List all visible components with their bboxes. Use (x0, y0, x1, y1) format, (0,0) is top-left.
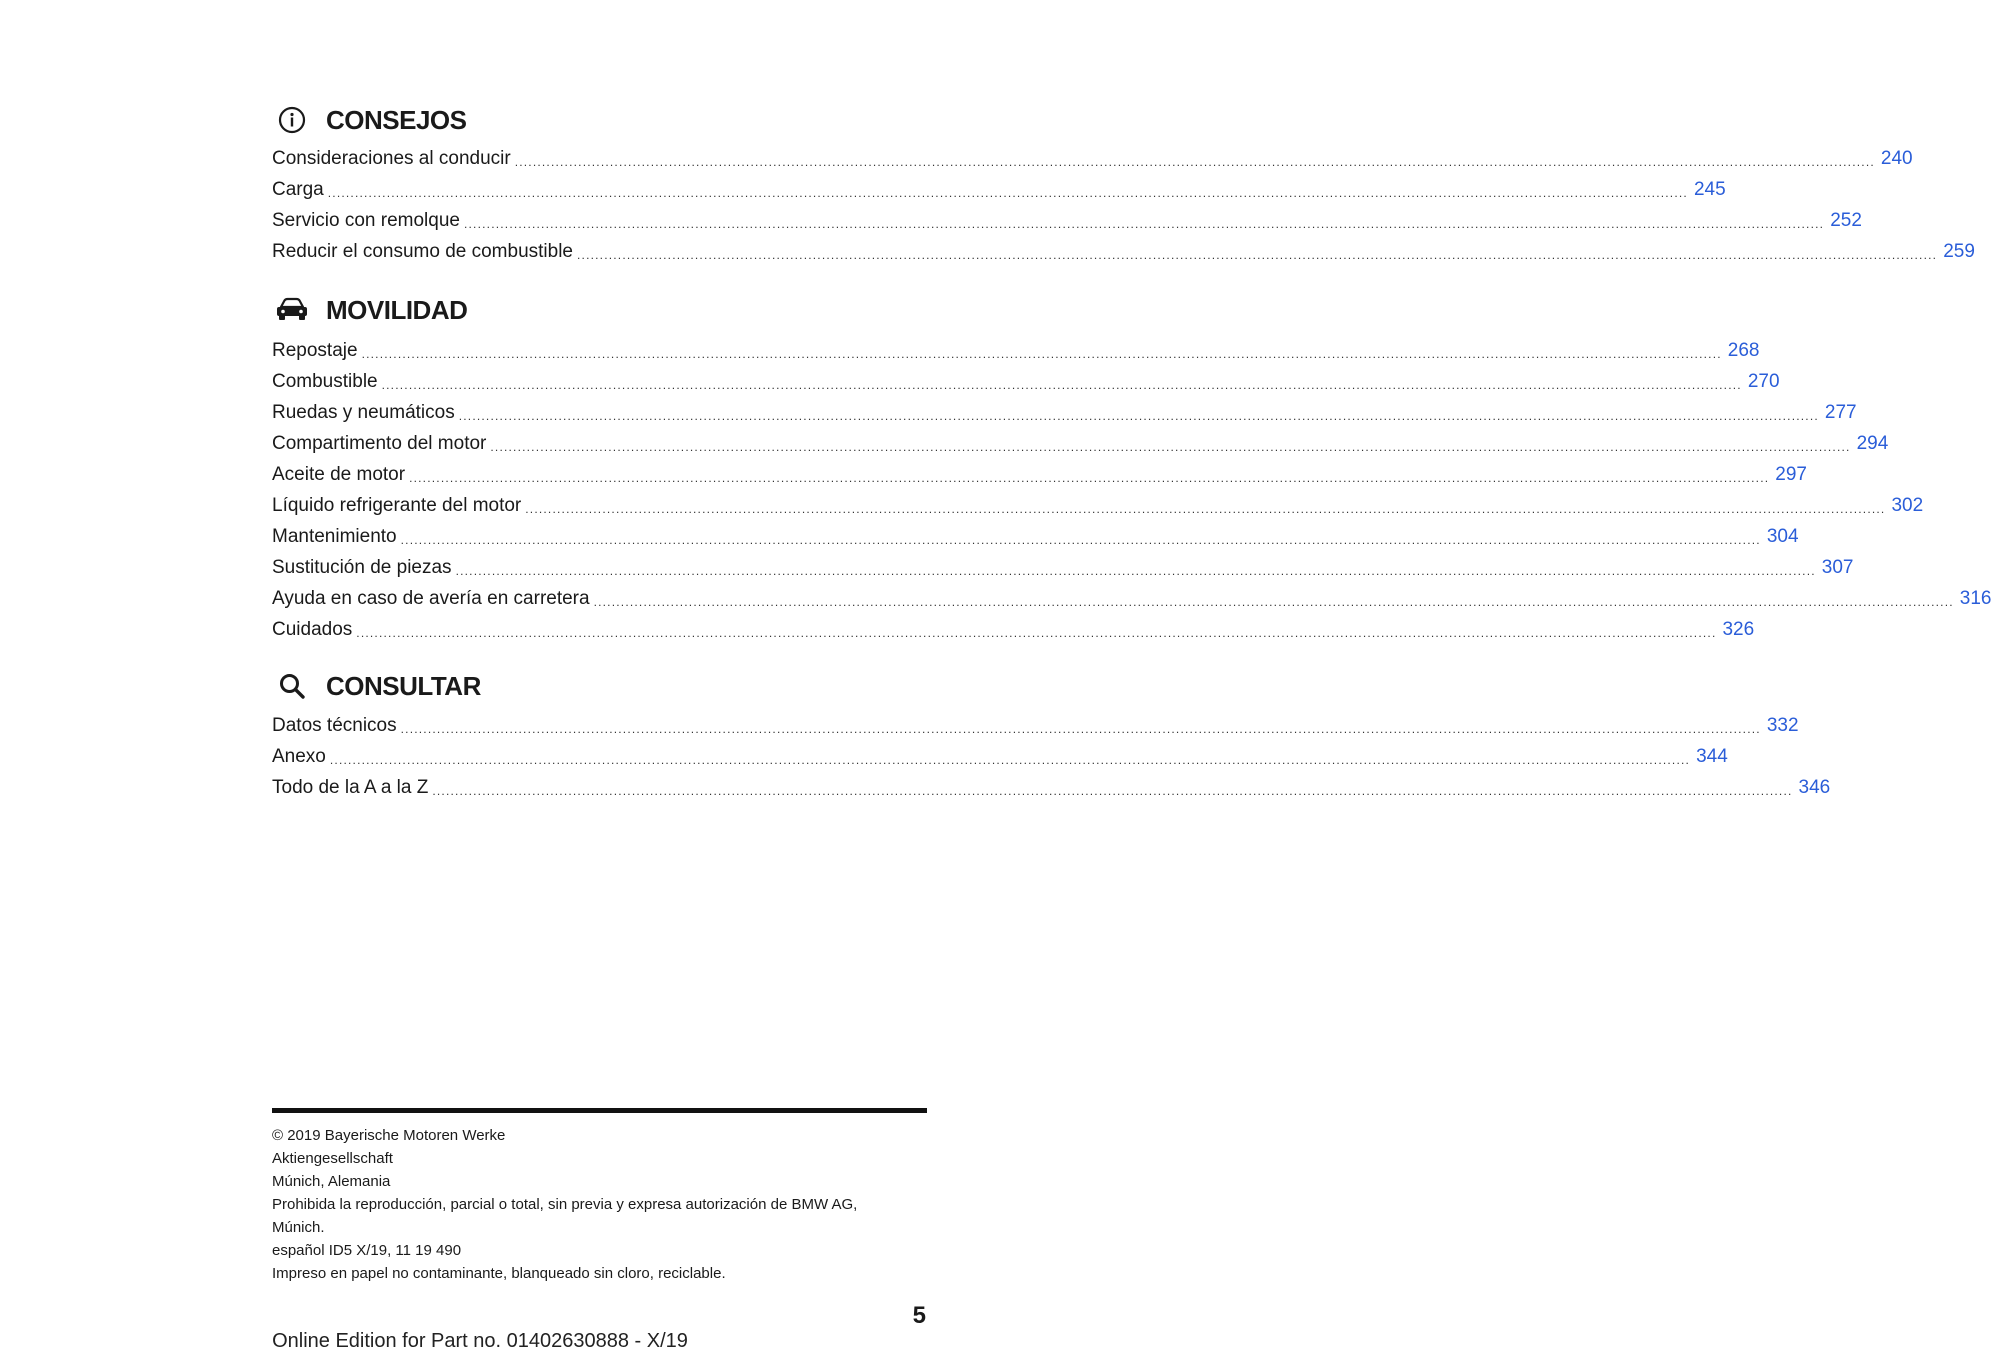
car-icon (272, 290, 312, 330)
toc-entry-label: Reducir el consumo de combustible (272, 241, 573, 262)
toc-entry-label: Consideraciones al conducir (272, 148, 511, 169)
toc-entry-label: Combustible (272, 371, 378, 392)
toc-entry[interactable] (272, 548, 1854, 579)
search-icon (272, 666, 312, 706)
dot-leader: ............................................................................................................................................................................................................................................................................................................ (400, 533, 1761, 547)
toc-entry-page[interactable]: 304 (1766, 526, 1799, 547)
section-header-consejos (272, 100, 467, 140)
imprint-location: Múnich, Alemania (272, 1173, 391, 1190)
info-icon (272, 100, 312, 140)
toc-entry[interactable] (272, 737, 1728, 768)
toc-entry-page[interactable]: 297 (1775, 464, 1807, 485)
toc-entry-label: Anexo (272, 746, 326, 767)
toc-entry-label: Ayuda en caso de avería en carretera (272, 588, 590, 609)
dot-leader: ............................................................................................................................................................................................................................................................................................................ (593, 595, 1954, 609)
dot-leader: ............................................................................................................................................................................................................................................................................................................ (490, 440, 1851, 454)
dot-leader: ............................................................................................................................................................................................................................................................................................................ (463, 217, 1825, 231)
dot-leader: ............................................................................................................................................................................................................................................................................................................ (455, 564, 1816, 578)
toc-list-consultar (272, 706, 1831, 799)
toc-entry-label: Compartimento del motor (272, 433, 487, 454)
imprint-rights: Prohibida la reproducción, parcial o total, sin previa y expresa autorización de BMW AG, Múnich. (272, 1196, 858, 1236)
page-number: 5 (912, 1302, 926, 1329)
toc-entry[interactable] (272, 768, 1831, 799)
dot-leader: ............................................................................................................................................................................................................................................................................................................ (400, 722, 1761, 736)
imprint (272, 1124, 927, 1285)
toc-entry-page[interactable]: 316 (1959, 588, 1991, 609)
toc-entry-label: Aceite de motor (272, 464, 406, 485)
dot-leader: ............................................................................................................................................................................................................................................................................................................ (361, 347, 1722, 361)
imprint-paper: Impreso en papel no contaminante, blanqueado sin cloro, reciclable. (272, 1265, 726, 1282)
toc-entry-page[interactable]: 346 (1798, 777, 1831, 798)
toc-entry[interactable] (272, 486, 1924, 517)
toc-entry-page[interactable]: 270 (1747, 371, 1780, 392)
toc-entry[interactable] (272, 201, 1862, 232)
toc-entry-page[interactable]: 344 (1696, 746, 1728, 767)
toc-entry[interactable] (272, 610, 1755, 641)
section-header-consultar (272, 666, 481, 706)
toc-entry[interactable] (272, 455, 1807, 486)
toc-entry-label: Todo de la A a la Z (272, 777, 429, 798)
toc-entry[interactable] (272, 579, 1991, 610)
dot-leader: ............................................................................................................................................................................................................................................................................................................ (514, 155, 1875, 169)
toc-entry[interactable] (272, 424, 1889, 455)
dot-leader: ............................................................................................................................................................................................................................................................................................................ (432, 784, 1793, 798)
toc-entry-label: Líquido refrigerante del motor (272, 495, 522, 516)
imprint-company: Aktiengesellschaft (272, 1150, 393, 1167)
divider-rule (272, 1108, 927, 1113)
dot-leader: ............................................................................................................................................................................................................................................................................................................ (458, 409, 1819, 423)
imprint-edition: español ID5 X/19, 11 19 490 (272, 1242, 462, 1259)
toc-entry[interactable] (272, 393, 1857, 424)
toc-entry-page[interactable]: 245 (1693, 179, 1726, 200)
toc-entry-page[interactable]: 326 (1722, 619, 1755, 640)
dot-leader: ............................................................................................................................................................................................................................................................................................................ (525, 502, 1886, 516)
toc-entry[interactable] (272, 706, 1799, 737)
dot-leader: ............................................................................................................................................................................................................................................................................................................ (327, 186, 1688, 200)
toc-entry[interactable] (272, 139, 1913, 170)
section-title: CONSULTAR (326, 670, 481, 701)
toc-entry-page[interactable]: 268 (1727, 340, 1760, 361)
dot-leader: ............................................................................................................................................................................................................................................................................................................ (356, 626, 1717, 640)
dot-leader: ............................................................................................................................................................................................................................................................................................................ (329, 753, 1691, 767)
toc-entry-page[interactable]: 259 (1943, 241, 1975, 262)
toc-list-movilidad (272, 331, 1991, 641)
toc-entry-page[interactable]: 307 (1821, 557, 1854, 578)
toc-entry-label: Servicio con remolque (272, 210, 460, 231)
toc-entry-page[interactable]: 252 (1830, 210, 1862, 231)
toc-entry-label: Ruedas y neumáticos (272, 402, 455, 423)
section-title: CONSEJOS (326, 104, 467, 135)
toc-entry[interactable] (272, 362, 1780, 393)
toc-entry-label: Cuidados (272, 619, 353, 640)
toc-entry-label: Repostaje (272, 340, 358, 361)
toc-entry-page[interactable]: 302 (1891, 495, 1924, 516)
toc-entry[interactable] (272, 170, 1726, 201)
toc-entry-page[interactable]: 294 (1856, 433, 1889, 454)
section-title: MOVILIDAD (326, 294, 468, 325)
toc-entry[interactable] (272, 331, 1760, 362)
dot-leader: ............................................................................................................................................................................................................................................................................................................ (409, 471, 1770, 485)
toc-entry-label: Carga (272, 179, 324, 200)
toc-entry-label: Mantenimiento (272, 526, 397, 547)
dot-leader: ............................................................................................................................................................................................................................................................................................................ (577, 248, 1938, 262)
toc-entry-label: Sustitución de piezas (272, 557, 452, 578)
toc-entry-label: Datos técnicos (272, 715, 397, 736)
footer-edition: Online Edition for Part no. 01402630888 - X/19 (272, 1330, 688, 1352)
toc-entry[interactable] (272, 517, 1799, 548)
toc-entry-page[interactable]: 240 (1880, 148, 1913, 169)
dot-leader: ............................................................................................................................................................................................................................................................................................................ (381, 378, 1742, 392)
imprint-copyright: © 2019 Bayerische Motoren Werke (272, 1127, 506, 1144)
section-header-movilidad (272, 290, 467, 330)
toc-entry-page[interactable]: 277 (1824, 402, 1857, 423)
toc-list-consejos (272, 139, 1975, 263)
toc-entry-page[interactable]: 332 (1766, 715, 1799, 736)
toc-entry[interactable] (272, 232, 1975, 263)
